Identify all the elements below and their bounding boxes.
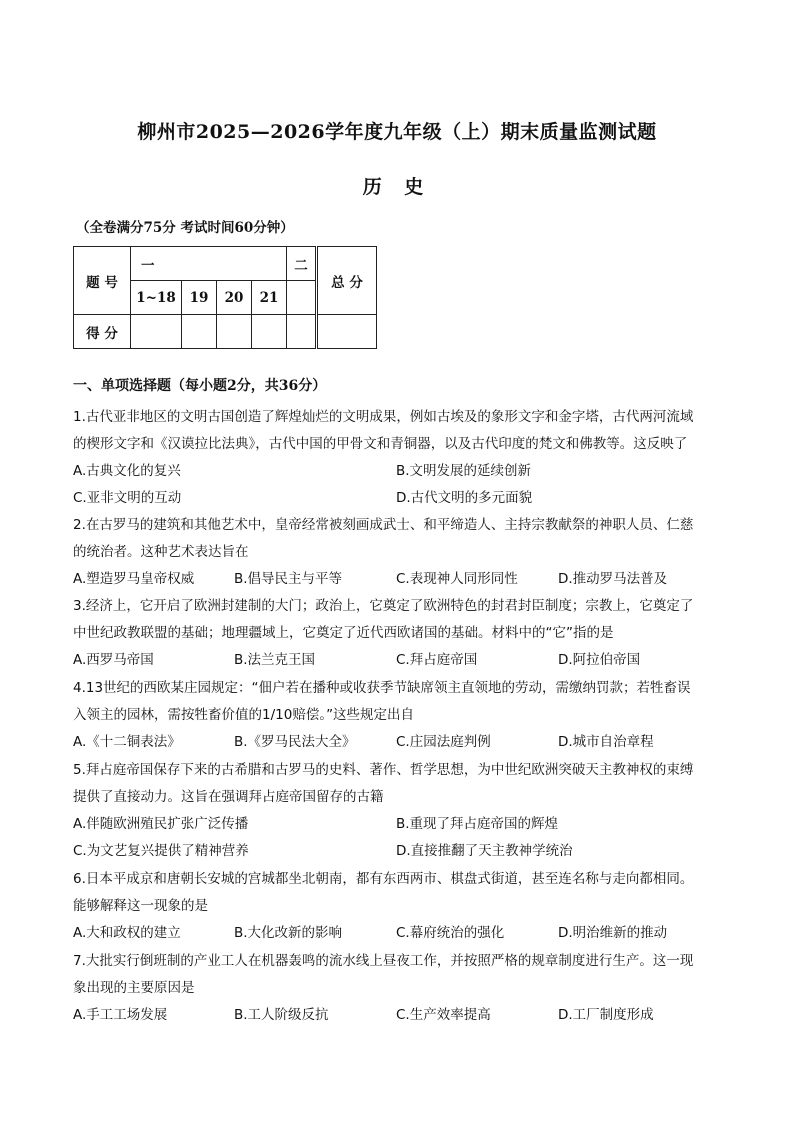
option-d[interactable]: D.阿拉伯帝国 bbox=[558, 652, 641, 668]
option-d[interactable]: D.明治维新的推动 bbox=[558, 925, 668, 941]
row-label-question-number: 题 号 bbox=[74, 247, 131, 315]
option-a[interactable]: A.手工工场发展 bbox=[73, 1007, 168, 1023]
question-line: 入领主的园林，需按牲畜价值的1/10赔偿。”这些规定出自 bbox=[73, 707, 415, 723]
option-a[interactable]: A.伴随欧洲殖民扩张广泛传播 bbox=[73, 816, 249, 832]
option-a[interactable]: A.塑造罗马皇帝权威 bbox=[73, 571, 195, 587]
score-cell[interactable] bbox=[287, 315, 317, 349]
question-line: 1.古代亚非地区的文明古国创造了辉煌灿烂的文明成果，例如古埃及的象形文字和金字塔，古代两河流域 bbox=[73, 409, 694, 425]
question-line: 的楔形文字和《汉谟拉比法典》，古代中国的甲骨文和青铜器，以及古代印度的梵文和佛教等。这反映了 bbox=[73, 436, 688, 452]
option-row bbox=[73, 811, 723, 838]
question-line: 象出现的主要原因是 bbox=[73, 980, 195, 996]
option-a[interactable]: A.《十二铜表法》 bbox=[73, 734, 181, 750]
option-b[interactable]: B.《罗马民法大全》 bbox=[234, 734, 356, 750]
option-c[interactable]: C.亚非文明的互动 bbox=[73, 490, 182, 506]
sub-header-21: 21 bbox=[252, 281, 287, 315]
option-a[interactable]: A.大和政权的建立 bbox=[73, 925, 181, 941]
part-one-header: 一 bbox=[131, 247, 287, 281]
score-cell[interactable] bbox=[182, 315, 217, 349]
option-b[interactable]: B.大化改新的影响 bbox=[234, 925, 343, 941]
question-7 bbox=[73, 948, 723, 1029]
score-cell[interactable] bbox=[217, 315, 252, 349]
sub-header-19: 19 bbox=[182, 281, 217, 315]
option-b[interactable]: B.倡导民主与平等 bbox=[234, 571, 343, 587]
option-row bbox=[73, 458, 723, 485]
sub-header-1-18: 1~18 bbox=[131, 281, 182, 315]
total-score-cell[interactable] bbox=[317, 315, 377, 349]
option-row bbox=[73, 729, 723, 756]
subject-title: 历 史 bbox=[362, 176, 432, 198]
question-line: 提供了直接动力。这旨在强调拜占庭帝国留存的古籍 bbox=[73, 789, 384, 805]
option-row bbox=[73, 838, 723, 865]
question-line: 2.在古罗马的建筑和其他艺术中，皇帝经常被刻画成武士、和平缔造人、主持宗教献祭的神职人员、仁慈 bbox=[73, 517, 694, 533]
question-1 bbox=[73, 404, 723, 512]
option-a[interactable]: A.古典文化的复兴 bbox=[73, 463, 181, 479]
option-b[interactable]: B.文明发展的延续创新 bbox=[396, 463, 532, 479]
score-cell[interactable] bbox=[131, 315, 182, 349]
option-c[interactable]: C.表现神人同形同性 bbox=[396, 571, 518, 587]
question-line: 能够解释这一现象的是 bbox=[73, 898, 208, 914]
option-c[interactable]: C.庄园法庭判例 bbox=[396, 734, 491, 750]
option-c[interactable]: C.为文艺复兴提供了精神营养 bbox=[73, 843, 249, 859]
sub-header-20: 20 bbox=[217, 281, 252, 315]
option-row bbox=[73, 647, 723, 674]
option-d[interactable]: D.城市自治章程 bbox=[558, 734, 654, 750]
score-cell[interactable] bbox=[252, 315, 287, 349]
row-label-score: 得 分 bbox=[74, 315, 131, 349]
option-row bbox=[73, 485, 723, 512]
question-line: 中世纪政教联盟的基础；地理疆域上，它奠定了近代西欧诸国的基础。材料中的“它”指的是 bbox=[73, 625, 614, 641]
question-4 bbox=[73, 675, 723, 756]
option-d[interactable]: D.推动罗马法普及 bbox=[558, 571, 668, 587]
option-d[interactable]: D.工厂制度形成 bbox=[558, 1007, 654, 1023]
part-two-header: 二 bbox=[287, 247, 317, 281]
question-line: 7.大批实行倒班制的产业工人在机器轰鸣的流水线上昼夜工作，并按照严格的规章制度进行生产。这一现 bbox=[73, 953, 694, 969]
exam-note: （全卷满分75分 考试时间60分钟） bbox=[76, 220, 294, 236]
option-c[interactable]: C.幕府统治的强化 bbox=[396, 925, 505, 941]
option-row bbox=[73, 1002, 723, 1029]
option-a[interactable]: A.西罗马帝国 bbox=[73, 652, 154, 668]
question-line: 5.拜占庭帝国保存下来的古希腊和古罗马的史料、著作、哲学思想，为中世纪欧洲突破天主教神权的束缚 bbox=[73, 762, 694, 778]
question-3 bbox=[73, 593, 723, 674]
score-table bbox=[73, 246, 377, 349]
question-2 bbox=[73, 512, 723, 593]
option-d[interactable]: D.直接推翻了天主教神学统治 bbox=[396, 843, 573, 859]
section-title: 一、单项选择题（每小题2分，共36分） bbox=[73, 378, 327, 394]
question-line: 6.日本平成京和唐朝长安城的宫城都坐北朝南，都有东西两市、棋盘式街道，甚至连名称与走向都相同。 bbox=[73, 871, 694, 887]
question-5 bbox=[73, 757, 723, 865]
option-b[interactable]: B.法兰克王国 bbox=[234, 652, 316, 668]
question-line: 的统治者。这种艺术表达旨在 bbox=[73, 544, 249, 560]
option-row bbox=[73, 566, 723, 593]
option-c[interactable]: C.拜占庭帝国 bbox=[396, 652, 478, 668]
option-c[interactable]: C.生产效率提高 bbox=[396, 1007, 491, 1023]
exam-title: 柳州市2025—2026学年度九年级（上）期末质量监测试题 bbox=[137, 121, 657, 143]
option-d[interactable]: D.古代文明的多元面貌 bbox=[396, 490, 533, 506]
question-line: 4.13世纪的西欧某庄园规定：“佃户若在播种或收获季节缺席领主直领地的劳动，需缴纳罚款；若牲畜误 bbox=[73, 680, 691, 696]
option-b[interactable]: B.重现了拜占庭帝国的辉煌 bbox=[396, 816, 559, 832]
total-score-header: 总 分 bbox=[317, 247, 377, 315]
option-row bbox=[73, 920, 723, 947]
question-6 bbox=[73, 866, 723, 947]
option-b[interactable]: B.工人阶级反抗 bbox=[234, 1007, 329, 1023]
question-line: 3.经济上，它开启了欧洲封建制的大门；政治上，它奠定了欧洲特色的封君封臣制度；宗教上，它奠定了 bbox=[73, 598, 694, 614]
sub-header-empty bbox=[287, 281, 317, 315]
